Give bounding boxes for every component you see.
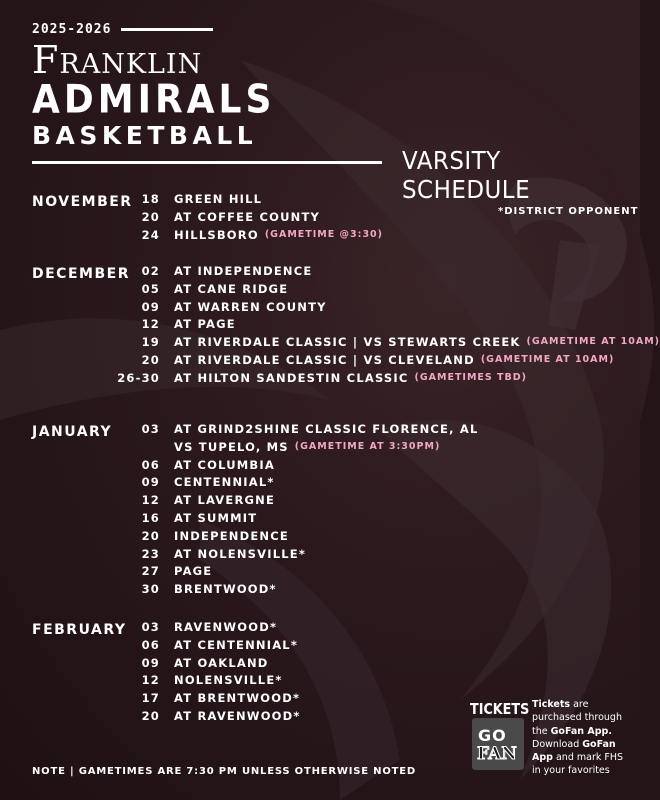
gametime-note-inline: (GAMETIMES TBD) bbox=[414, 371, 528, 383]
game-date: 20 bbox=[141, 528, 160, 543]
gofan-logo-fan: FAN bbox=[477, 744, 517, 764]
game-opponent: GREEN HILL bbox=[174, 192, 263, 206]
game-row bbox=[110, 564, 212, 581]
game-opponent: VS TUPELO, MS bbox=[174, 439, 289, 454]
game-date: 19 bbox=[141, 335, 160, 350]
game-opponent: CENTENNIAL* bbox=[174, 475, 275, 490]
game-opponent: AT WARREN COUNTY bbox=[174, 299, 327, 314]
game-row bbox=[110, 440, 440, 457]
gametime-note-inline: (GAMETIME @3:30) bbox=[264, 228, 383, 240]
game-row bbox=[110, 192, 262, 209]
school-name: Franklin bbox=[32, 38, 203, 82]
game-date: 17 bbox=[141, 691, 160, 706]
game-row bbox=[110, 511, 257, 528]
game-opponent: AT CANE RIDGE bbox=[174, 281, 289, 296]
poster-header bbox=[32, 22, 275, 151]
game-date: 27 bbox=[141, 564, 160, 579]
team-name: ADMIRALS bbox=[32, 77, 276, 123]
game-row bbox=[110, 264, 312, 281]
game-opponent: NOLENSVILLE* bbox=[174, 673, 283, 688]
game-row bbox=[110, 335, 660, 352]
game-opponent: AT OAKLAND bbox=[174, 655, 269, 670]
game-row bbox=[110, 228, 383, 245]
game-row bbox=[110, 371, 527, 388]
game-row bbox=[110, 673, 283, 690]
game-row bbox=[110, 493, 275, 510]
game-date: 03 bbox=[141, 422, 160, 436]
header-divider bbox=[32, 161, 382, 164]
game-opponent: AT COFFEE COUNTY bbox=[174, 209, 321, 224]
season-label bbox=[32, 22, 275, 37]
season-text: 2025-2026 bbox=[32, 22, 112, 37]
game-row bbox=[110, 317, 236, 334]
game-date: 30 bbox=[141, 582, 160, 597]
game-opponent: BRENTWOOD* bbox=[174, 582, 277, 597]
gofan-logo-go: GO bbox=[478, 726, 507, 745]
schedule-title: VARSITY SCHEDULE bbox=[402, 146, 531, 204]
game-row bbox=[110, 582, 277, 599]
game-date: 24 bbox=[141, 227, 160, 242]
game-date: 12 bbox=[141, 493, 160, 508]
game-date: 26-30 bbox=[117, 370, 160, 385]
gametime-note: NOTE | GAMETIMES ARE 7:30 PM UNLESS OTHERWISE NOTED bbox=[32, 766, 416, 777]
tickets-info-3: GoFan App. bbox=[550, 725, 612, 737]
game-date bbox=[110, 440, 174, 457]
game-date: 20 bbox=[141, 709, 160, 723]
season-divider bbox=[121, 28, 213, 31]
game-opponent: AT LAVERGNE bbox=[174, 493, 276, 508]
game-opponent: RAVENWOOD* bbox=[174, 620, 278, 634]
game-date: 02 bbox=[141, 264, 160, 278]
game-row bbox=[110, 709, 301, 726]
game-row bbox=[110, 353, 614, 370]
game-opponent: AT COLUMBIA bbox=[174, 457, 275, 472]
month-heading: DECEMBER bbox=[32, 266, 130, 282]
game-row bbox=[110, 691, 300, 708]
game-opponent: PAGE bbox=[174, 564, 213, 579]
tickets-info-5: GoFan App bbox=[532, 738, 616, 764]
tickets-info-4: Download bbox=[532, 738, 583, 750]
game-date: 20 bbox=[141, 353, 160, 367]
gofan-logo bbox=[472, 718, 524, 770]
district-opponent-note: *DISTRICT OPPONENT bbox=[498, 206, 639, 217]
tickets-info bbox=[532, 698, 632, 778]
game-opponent: AT SUMMIT bbox=[174, 511, 258, 525]
game-row bbox=[110, 210, 320, 227]
game-date: 12 bbox=[141, 673, 160, 688]
game-date: 06 bbox=[141, 637, 160, 652]
game-row bbox=[110, 458, 275, 475]
month-heading: FEBRUARY bbox=[32, 622, 127, 638]
game-date: 23 bbox=[141, 546, 160, 561]
game-opponent: AT INDEPENDENCE bbox=[174, 264, 313, 278]
game-opponent: AT RIVERDALE CLASSIC | VS CLEVELAND bbox=[174, 353, 475, 367]
game-opponent: AT PAGE bbox=[174, 317, 236, 332]
game-opponent: AT RIVERDALE CLASSIC | VS STEWARTS CREEK bbox=[174, 335, 521, 350]
tickets-info-6: and mark FHS in your favorites bbox=[532, 752, 624, 777]
gametime-note-inline: (GAMETIME AT 10AM) bbox=[480, 354, 615, 365]
game-opponent: INDEPENDENCE bbox=[174, 528, 289, 543]
game-date: 09 bbox=[141, 299, 160, 314]
game-opponent: AT GRIND2SHINE CLASSIC FLORENCE, AL bbox=[174, 422, 479, 436]
game-row bbox=[110, 300, 327, 317]
game-date: 09 bbox=[141, 655, 160, 670]
game-row bbox=[110, 547, 306, 564]
month-heading: NOVEMBER bbox=[32, 194, 133, 210]
tickets-info-2: are purchased through the bbox=[532, 699, 622, 737]
tickets-heading: TICKETS bbox=[470, 700, 530, 718]
game-opponent: HILLSBORO bbox=[174, 227, 259, 242]
game-row bbox=[110, 620, 277, 637]
game-opponent: AT BRENTWOOD* bbox=[174, 691, 301, 706]
game-date: 16 bbox=[141, 511, 160, 525]
game-row bbox=[110, 529, 289, 546]
game-date: 03 bbox=[141, 620, 160, 634]
game-opponent: AT NOLENSVILLE* bbox=[174, 546, 307, 561]
game-date: 12 bbox=[141, 317, 160, 332]
game-opponent: AT CENTENNIAL* bbox=[174, 637, 299, 652]
game-row bbox=[110, 475, 275, 492]
game-date: 20 bbox=[141, 209, 160, 224]
game-date: 06 bbox=[141, 457, 160, 472]
game-row bbox=[110, 282, 288, 299]
gametime-note-inline: (GAMETIME AT 10AM) bbox=[526, 336, 660, 348]
game-row bbox=[110, 638, 298, 655]
game-row bbox=[110, 422, 479, 439]
game-row bbox=[110, 656, 269, 673]
game-opponent: AT HILTON SANDESTIN CLASSIC bbox=[174, 370, 409, 385]
game-date: 09 bbox=[141, 475, 160, 490]
game-date: 18 bbox=[141, 192, 160, 206]
month-heading: JANUARY bbox=[32, 424, 113, 440]
gametime-note-inline: (GAMETIME AT 3:30PM) bbox=[294, 440, 441, 452]
game-date: 05 bbox=[141, 281, 160, 296]
sport-name: BASKETBALL bbox=[32, 121, 258, 150]
game-opponent: AT RAVENWOOD* bbox=[174, 709, 301, 723]
tickets-info-1: Tickets bbox=[532, 699, 571, 710]
